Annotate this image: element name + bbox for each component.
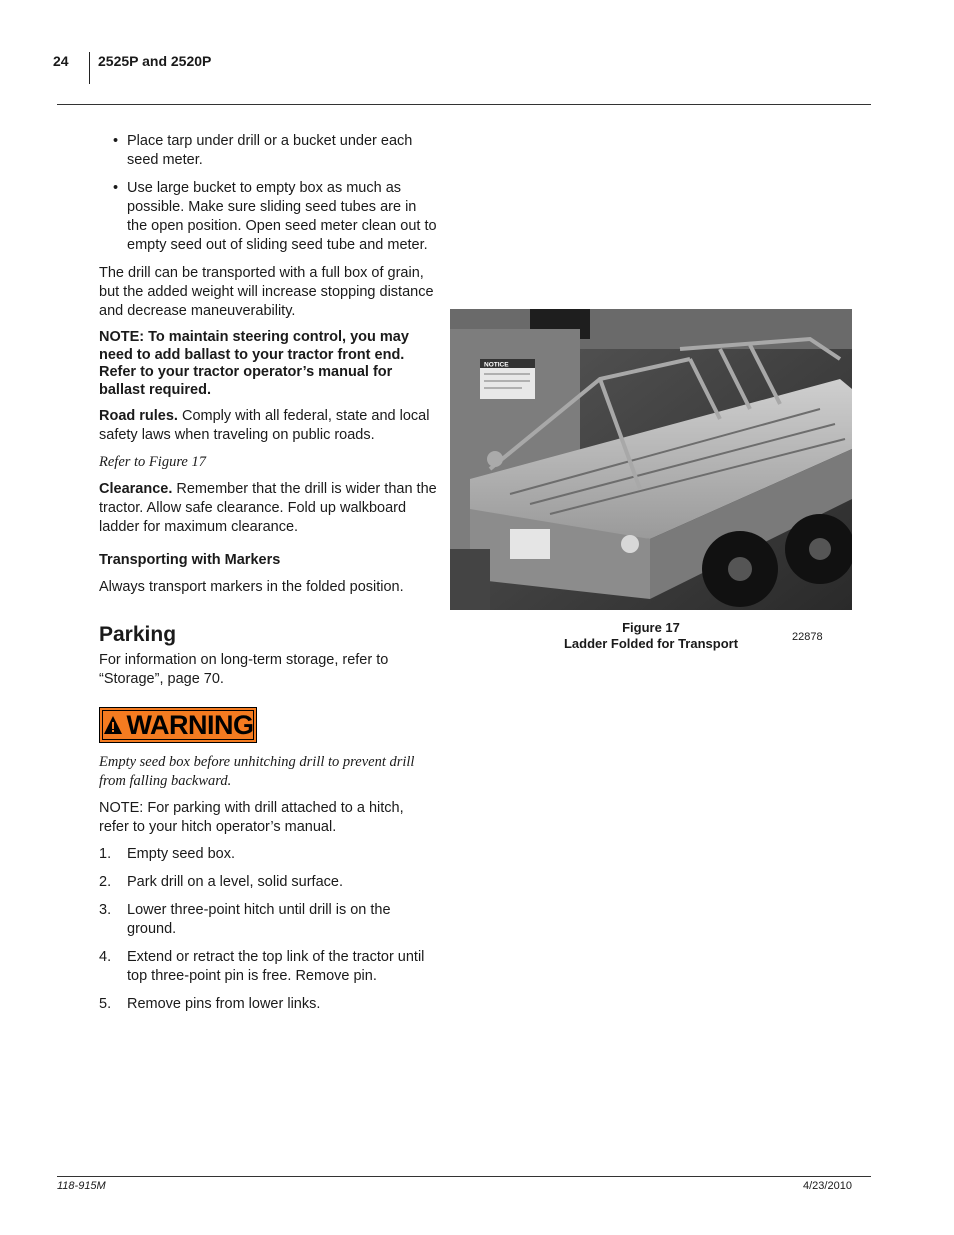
road-rules-text: Comply with all federal, state and local safety laws when traveling on public roads. bbox=[99, 408, 430, 443]
bullet-text: Use large bucket to empty box as much as possible. Make sure sliding seed tubes are in the open position. Open seed meter clean out to empty seed out of sliding seed tube and meter. bbox=[127, 180, 437, 253]
step-number: 5. bbox=[99, 996, 112, 1012]
markers-heading: Transporting with Markers bbox=[99, 552, 281, 568]
bullet-item bbox=[99, 132, 437, 170]
left-column bbox=[99, 132, 437, 1023]
figure-reference: Refer to Figure 17 bbox=[99, 454, 206, 470]
warning-label: WARNING bbox=[126, 709, 254, 740]
list-item bbox=[99, 873, 437, 892]
bullet-icon: • bbox=[113, 133, 119, 149]
bullet-icon: • bbox=[113, 180, 119, 196]
markers-text: Always transport markers in the folded position. bbox=[99, 579, 404, 595]
warning-triangle-icon bbox=[103, 715, 123, 735]
step-text: Empty seed box. bbox=[127, 846, 235, 862]
revision-date: 4/23/2010 bbox=[803, 1180, 852, 1192]
list-item bbox=[99, 845, 437, 864]
step-number: 4. bbox=[99, 949, 112, 965]
figure-photo bbox=[450, 309, 852, 610]
photo-id: 22878 bbox=[792, 631, 823, 643]
parking-heading: Parking bbox=[99, 623, 177, 646]
step-number: 2. bbox=[99, 874, 112, 890]
clearance-label: Clearance. bbox=[99, 481, 173, 497]
step-text: Lower three-point hitch until drill is on the ground. bbox=[127, 902, 391, 937]
footer-rule bbox=[57, 1176, 871, 1177]
ballast-note: NOTE: To maintain steering control, you may need to add ballast to your tractor front end. Refer to your tractor operator’s manual for ballast required. bbox=[99, 329, 409, 398]
figure-label: Figure 17 bbox=[622, 620, 680, 635]
warning-text: Empty seed box before unhitching drill to prevent drill from falling backward. bbox=[99, 754, 415, 789]
document-title: 2525P and 2520P bbox=[98, 53, 212, 69]
drill-ladder-illustration bbox=[450, 309, 852, 610]
list-item bbox=[99, 995, 437, 1014]
notice-decal-label: NOTICE bbox=[484, 361, 509, 369]
step-number: 3. bbox=[99, 902, 112, 918]
page-number: 24 bbox=[53, 53, 69, 69]
parking-note: NOTE: For parking with drill attached to a hitch, refer to your hitch operator’s manual. bbox=[99, 800, 404, 835]
header-divider bbox=[89, 52, 90, 84]
road-rules-label: Road rules. bbox=[99, 408, 178, 424]
transport-paragraph: The drill can be transported with a full box of grain, but the added weight will increase stopping distance and decrease maneuverability. bbox=[99, 265, 434, 319]
step-number: 1. bbox=[99, 846, 112, 862]
step-text: Park drill on a level, solid surface. bbox=[127, 874, 343, 890]
header-rule bbox=[57, 104, 871, 105]
clearance-paragraph bbox=[99, 480, 437, 537]
figure-caption: Ladder Folded for Transport bbox=[563, 636, 739, 651]
bullet-item bbox=[99, 179, 437, 255]
list-item bbox=[99, 901, 437, 939]
warning-label-box bbox=[99, 707, 257, 743]
step-text: Remove pins from lower links. bbox=[127, 996, 321, 1012]
list-item bbox=[99, 948, 437, 986]
parking-text: For information on long-term storage, refer to “Storage”, page 70. bbox=[99, 652, 389, 687]
document-number: 118-915M bbox=[57, 1180, 106, 1192]
road-rules-paragraph bbox=[99, 407, 437, 445]
bullet-text: Place tarp under drill or a bucket under each seed meter. bbox=[127, 133, 413, 168]
clearance-text: Remember that the drill is wider than the tractor. Allow safe clearance. Fold up walkboard ladder for maximum clearance. bbox=[99, 481, 437, 535]
step-text: Extend or retract the top link of the tractor until top three-point pin is free. Remove pin. bbox=[127, 949, 425, 984]
